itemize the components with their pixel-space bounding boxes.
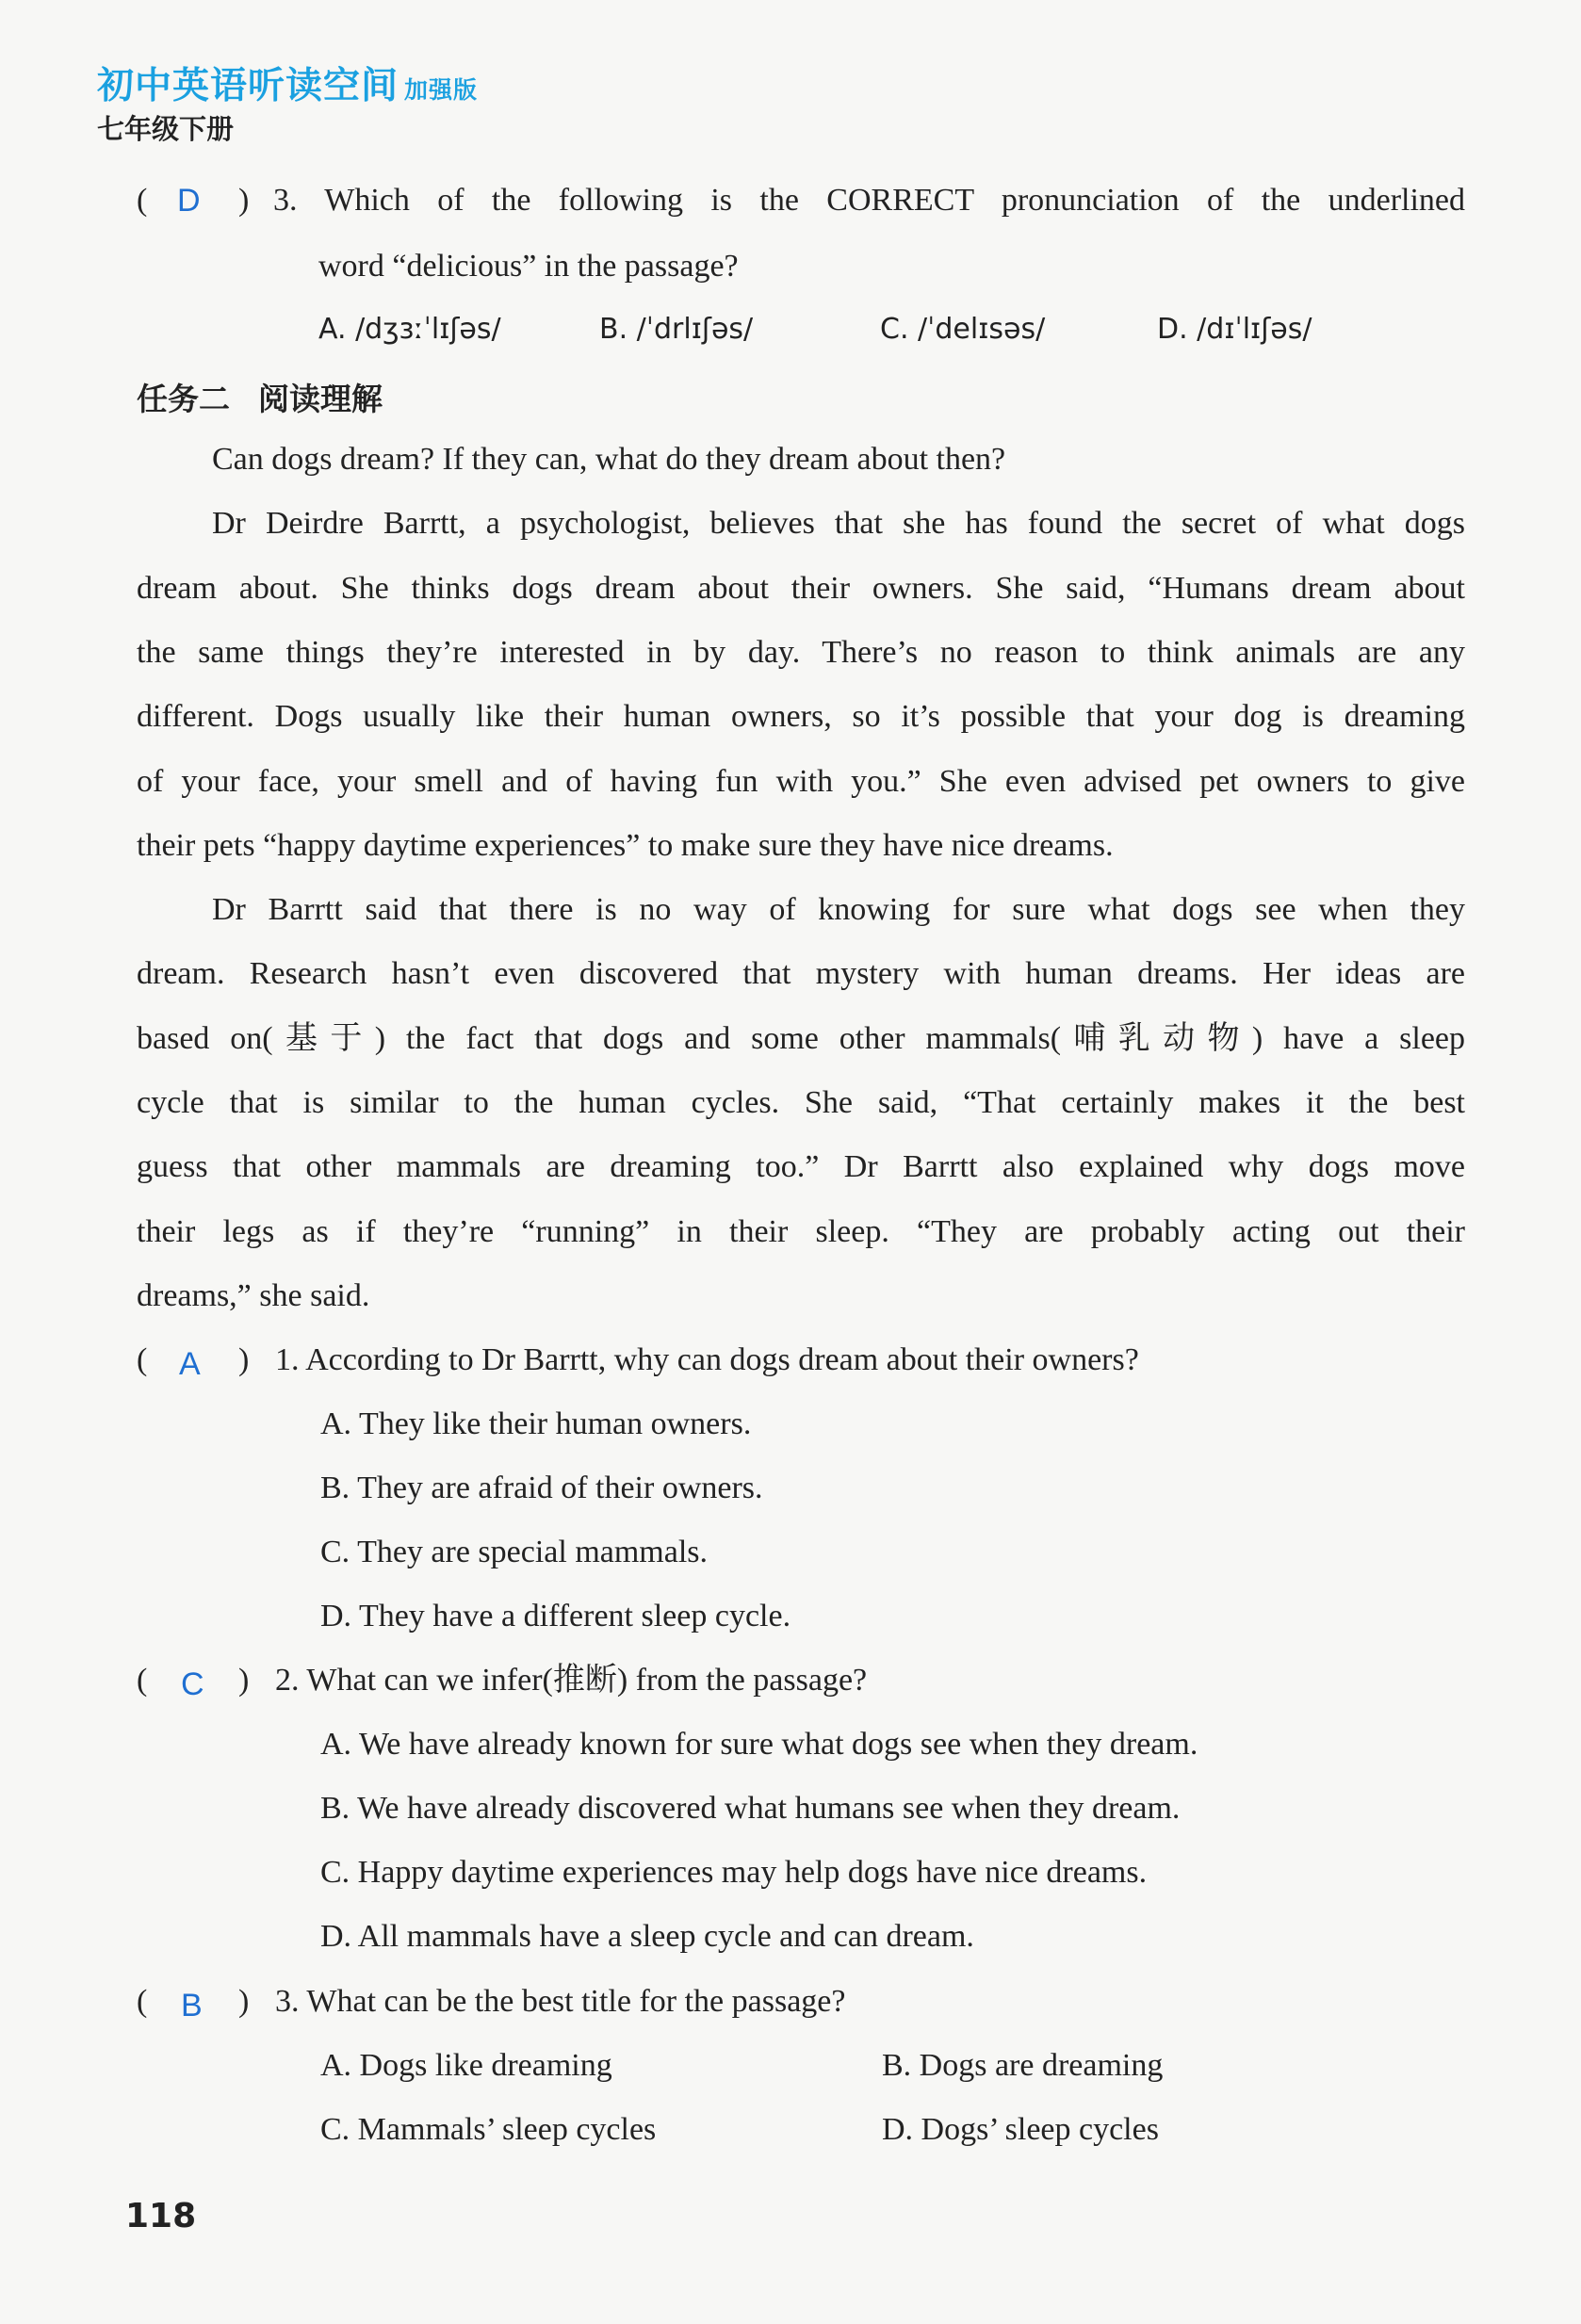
option: D. Dogs’ sleep cycles bbox=[882, 2112, 1159, 2147]
book-title-text: 初中英语听读空间 bbox=[97, 65, 399, 107]
passage-line: dreams,” she said. bbox=[137, 1278, 370, 1313]
option: C. Happy daytime experiences may help dogs have nice dreams. bbox=[320, 1855, 1148, 1890]
grade-label: 七年级下册 bbox=[97, 113, 235, 145]
option: B. We have already discovered what humans see when they dream. bbox=[320, 1791, 1181, 1826]
passage-line: different. Dogs usually like their human owners, so it’s possible that your dog is dreaming bbox=[137, 699, 1465, 734]
section-name: 阅读理解 bbox=[258, 381, 383, 417]
option: C. Mammals’ sleep cycles bbox=[320, 2112, 657, 2147]
section-title bbox=[137, 375, 383, 419]
option: D. /dɪˈlɪʃəs/ bbox=[1157, 313, 1312, 346]
answer-letter: A bbox=[179, 1346, 201, 1382]
answer-bracket-close: ) bbox=[238, 183, 250, 218]
answer-bracket-open: ( bbox=[137, 183, 148, 218]
section-part: 任务二 bbox=[137, 381, 230, 417]
option: A. We have already known for sure what dogs see when they dream. bbox=[320, 1727, 1198, 1762]
option: A. They like their human owners. bbox=[320, 1406, 752, 1441]
answer-letter: B bbox=[181, 1988, 203, 2023]
answer-bracket-close: ) bbox=[238, 1342, 250, 1377]
passage-line: of your face, your smell and of having fun with you.” She even advised pet owners to give bbox=[137, 764, 1465, 799]
option: A. /dʒɜːˈlɪʃəs/ bbox=[318, 313, 501, 346]
option: C. They are special mammals. bbox=[320, 1535, 709, 1569]
book-title bbox=[97, 57, 478, 109]
passage-line: dream about. She thinks dogs dream about their owners. She said, “Humans dream about bbox=[137, 571, 1465, 606]
passage-line: based on(基于) the fact that dogs and some other mammals(哺乳动物) have a sleep bbox=[137, 1021, 1465, 1056]
passage-line: Dr Barrtt said that there is no way of knowing for sure what dogs see when they bbox=[212, 892, 1465, 927]
passage-line: dream. Research hasn’t even discovered that mystery with human dreams. Her ideas are bbox=[137, 956, 1465, 991]
answer-letter: C bbox=[181, 1666, 204, 1702]
passage-line: guess that other mammals are dreaming too.” Dr Barrtt also explained why dogs move bbox=[137, 1149, 1465, 1184]
question-stem: 2. What can we infer(推断) from the passage? bbox=[275, 1663, 868, 1698]
option: B. They are afraid of their owners. bbox=[320, 1471, 763, 1505]
answer-bracket-close: ) bbox=[238, 1663, 250, 1698]
passage-line: their pets “happy daytime experiences” to make sure they have nice dreams. bbox=[137, 828, 1114, 863]
passage-line: the same things they’re interested in by day. There’s no reason to think animals are any bbox=[137, 635, 1465, 670]
answer-bracket-open: ( bbox=[137, 1342, 148, 1377]
passage-line: Can dogs dream? If they can, what do they dream about then? bbox=[212, 442, 1006, 477]
option: B. /ˈdrlɪʃəs/ bbox=[599, 313, 754, 346]
option: B. Dogs are dreaming bbox=[882, 2048, 1164, 2083]
question-stem: 3. Which of the following is the CORRECT pronunciation of the underlined bbox=[273, 183, 1465, 218]
passage-line: cycle that is similar to the human cycles. She said, “That certainly makes it the best bbox=[137, 1085, 1465, 1120]
page-number: 118 bbox=[125, 2197, 197, 2235]
option: A. Dogs like dreaming bbox=[320, 2048, 612, 2083]
question-stem: 1. According to Dr Barrtt, why can dogs dream about their owners? bbox=[275, 1342, 1139, 1377]
edition-label: 加强版 bbox=[404, 76, 479, 104]
question-stem: 3. What can be the best title for the passage? bbox=[275, 1984, 846, 2019]
answer-bracket-close: ) bbox=[238, 1984, 250, 2019]
question-stem-continued: word “delicious” in the passage? bbox=[318, 249, 739, 284]
option: D. They have a different sleep cycle. bbox=[320, 1599, 791, 1633]
passage-line: Dr Deirdre Barrtt, a psychologist, believes that she has found the secret of what dogs bbox=[212, 506, 1465, 541]
answer-bracket-open: ( bbox=[137, 1984, 148, 2019]
answer-letter: D bbox=[177, 183, 201, 219]
passage-line: their legs as if they’re “running” in their sleep. “They are probably acting out their bbox=[137, 1214, 1465, 1249]
option: C. /ˈdelɪsəs/ bbox=[880, 313, 1046, 346]
option: D. All mammals have a sleep cycle and can dream. bbox=[320, 1919, 974, 1954]
answer-bracket-open: ( bbox=[137, 1663, 148, 1698]
